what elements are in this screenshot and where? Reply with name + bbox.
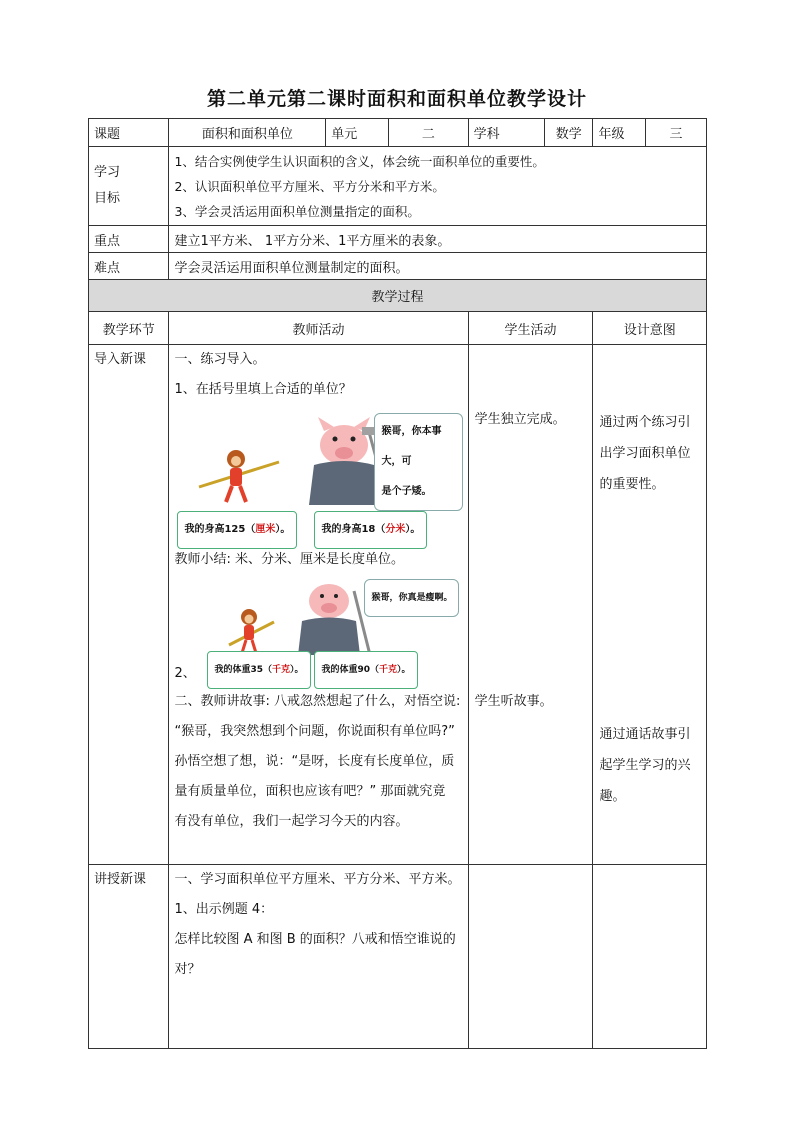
bubble-1-line2: 是个子矮。 xyxy=(381,486,432,497)
new-lesson-row xyxy=(89,865,707,1049)
new-lesson-intent xyxy=(593,865,707,1049)
col-teacher: 教师活动 xyxy=(169,312,468,345)
intent-1 xyxy=(599,407,690,500)
header-row xyxy=(89,119,707,147)
goals-label-line1: 学习 xyxy=(94,165,121,180)
box-text: ）。 xyxy=(397,665,411,675)
new-lesson-line: 怎样比较图 A 和图 B 的面积？八戒和悟空谁说的 xyxy=(174,932,456,947)
height-illustration xyxy=(174,407,462,541)
goals-label-line2: 目标 xyxy=(94,191,121,206)
intent-2-line: 起学生学习的兴 xyxy=(599,758,691,773)
new-lesson-stage-label: 讲授新课 xyxy=(94,872,147,887)
story-line: 二、教师讲故事: 八戒忽然想起了什么，对悟空说: xyxy=(174,694,461,709)
box-unit: 千克 xyxy=(379,665,398,675)
key-point-text: 建立1平方米、 1平方分米、1平方厘米的表象。 xyxy=(169,226,707,253)
box-text: ）。 xyxy=(405,524,421,535)
goals-label xyxy=(89,147,169,226)
pig-speech-bubble-2: 猴哥，你真是瘦啊。 xyxy=(364,579,459,617)
box-unit: 厘米 xyxy=(255,524,276,535)
subject-label: 学科 xyxy=(468,119,544,147)
box-text: ）。 xyxy=(290,665,304,675)
unit-value: 二 xyxy=(389,119,468,147)
new-lesson-line: 1、出示例题 4： xyxy=(174,902,274,917)
lesson-table xyxy=(88,118,707,1049)
document-title: 第二单元第二课时面积和面积单位教学设计 xyxy=(206,88,587,110)
student-activity-2: 学生听故事。 xyxy=(474,694,553,709)
intro-intent xyxy=(593,345,707,865)
goals-row xyxy=(89,147,707,226)
monkey-weight-box xyxy=(207,651,310,689)
teacher-summary: 教师小结: 米、分米、厘米是长度单位。 xyxy=(174,552,404,567)
story-line: 量有质量单位，面积也应该有吧？” 那面就究竟 xyxy=(174,784,446,799)
difficulty-text: 学会灵活运用面积单位测量制定的面积。 xyxy=(169,253,707,280)
story-line: “猴哥，我突然想到个问题，你说面积有单位吗?” xyxy=(174,724,455,739)
intro-stage-label: 导入新课 xyxy=(94,352,147,367)
goal-item: 2、认识面积单位平方厘米、平方分米和平方米。 xyxy=(174,178,445,194)
box-text: 我的身高18（ xyxy=(321,524,386,535)
pig-speech-bubble-1 xyxy=(374,413,462,511)
box-text: 我的体重90（ xyxy=(321,665,379,675)
intro-line2: 1、在括号里填上合适的单位？ xyxy=(174,382,352,397)
topic-value: 面积和面积单位 xyxy=(169,119,326,147)
subject-value: 数学 xyxy=(544,119,592,147)
intent-1-line: 通过两个练习引 xyxy=(599,415,691,430)
difficulty-row xyxy=(89,253,707,280)
process-header-row xyxy=(89,280,707,312)
col-student: 学生活动 xyxy=(468,312,593,345)
intent-2-line: 趣。 xyxy=(599,789,626,804)
new-lesson-stage xyxy=(89,865,169,1049)
grade-value: 三 xyxy=(646,119,707,147)
story-line: 孙悟空想了想，说：“是呀，长度有长度单位，质 xyxy=(174,754,455,769)
intent-1-line: 的重要性。 xyxy=(599,477,665,492)
intent-1-line: 出学习面积单位 xyxy=(599,446,691,461)
intro-item2: 2、 xyxy=(174,666,196,681)
unit-label: 单元 xyxy=(326,119,389,147)
process-header: 教学过程 xyxy=(89,280,707,312)
new-lesson-teacher xyxy=(169,865,468,1049)
intro-row xyxy=(89,345,707,865)
monkey-height-box xyxy=(177,511,297,549)
story-line: 有没有单位，我们一起学习今天的内容。 xyxy=(174,814,409,829)
intent-2 xyxy=(599,719,690,812)
col-intent: 设计意图 xyxy=(593,312,707,345)
weight-illustration xyxy=(174,577,462,681)
goal-item: 1、结合实例使学生认识面积的含义，体会统一面积单位的重要性。 xyxy=(174,153,545,169)
new-lesson-line: 对？ xyxy=(174,962,201,977)
intro-teacher xyxy=(169,345,468,865)
intent-2-line: 通过通话故事引 xyxy=(599,727,691,742)
bubble-1-line1: 猴哥，你本事大，可 xyxy=(381,426,442,467)
intro-line1: 一、练习导入。 xyxy=(174,352,266,367)
box-text: 我的体重35（ xyxy=(214,665,272,675)
topic-label: 课题 xyxy=(89,119,169,147)
key-point-label: 重点 xyxy=(89,226,169,253)
new-lesson-student xyxy=(468,865,593,1049)
box-unit: 千克 xyxy=(272,665,291,675)
new-lesson-line: 一、学习面积单位平方厘米、平方分米、平方米。 xyxy=(174,872,461,887)
student-activity-1: 学生独立完成。 xyxy=(474,412,566,427)
intro-student xyxy=(468,345,593,865)
intro-stage xyxy=(89,345,169,865)
pig-weight-box xyxy=(314,651,417,689)
difficulty-label: 难点 xyxy=(89,253,169,280)
col-stage: 教学环节 xyxy=(89,312,169,345)
box-unit: 分米 xyxy=(385,524,406,535)
goals-content xyxy=(169,147,707,226)
box-text: 我的身高125（ xyxy=(184,524,256,535)
column-header-row xyxy=(89,312,707,345)
goal-item: 3、学会灵活运用面积单位测量指定的面积。 xyxy=(174,203,420,219)
pig-height-box xyxy=(314,511,427,549)
box-text: ）。 xyxy=(275,524,291,535)
key-point-row xyxy=(89,226,707,253)
grade-label: 年级 xyxy=(593,119,646,147)
